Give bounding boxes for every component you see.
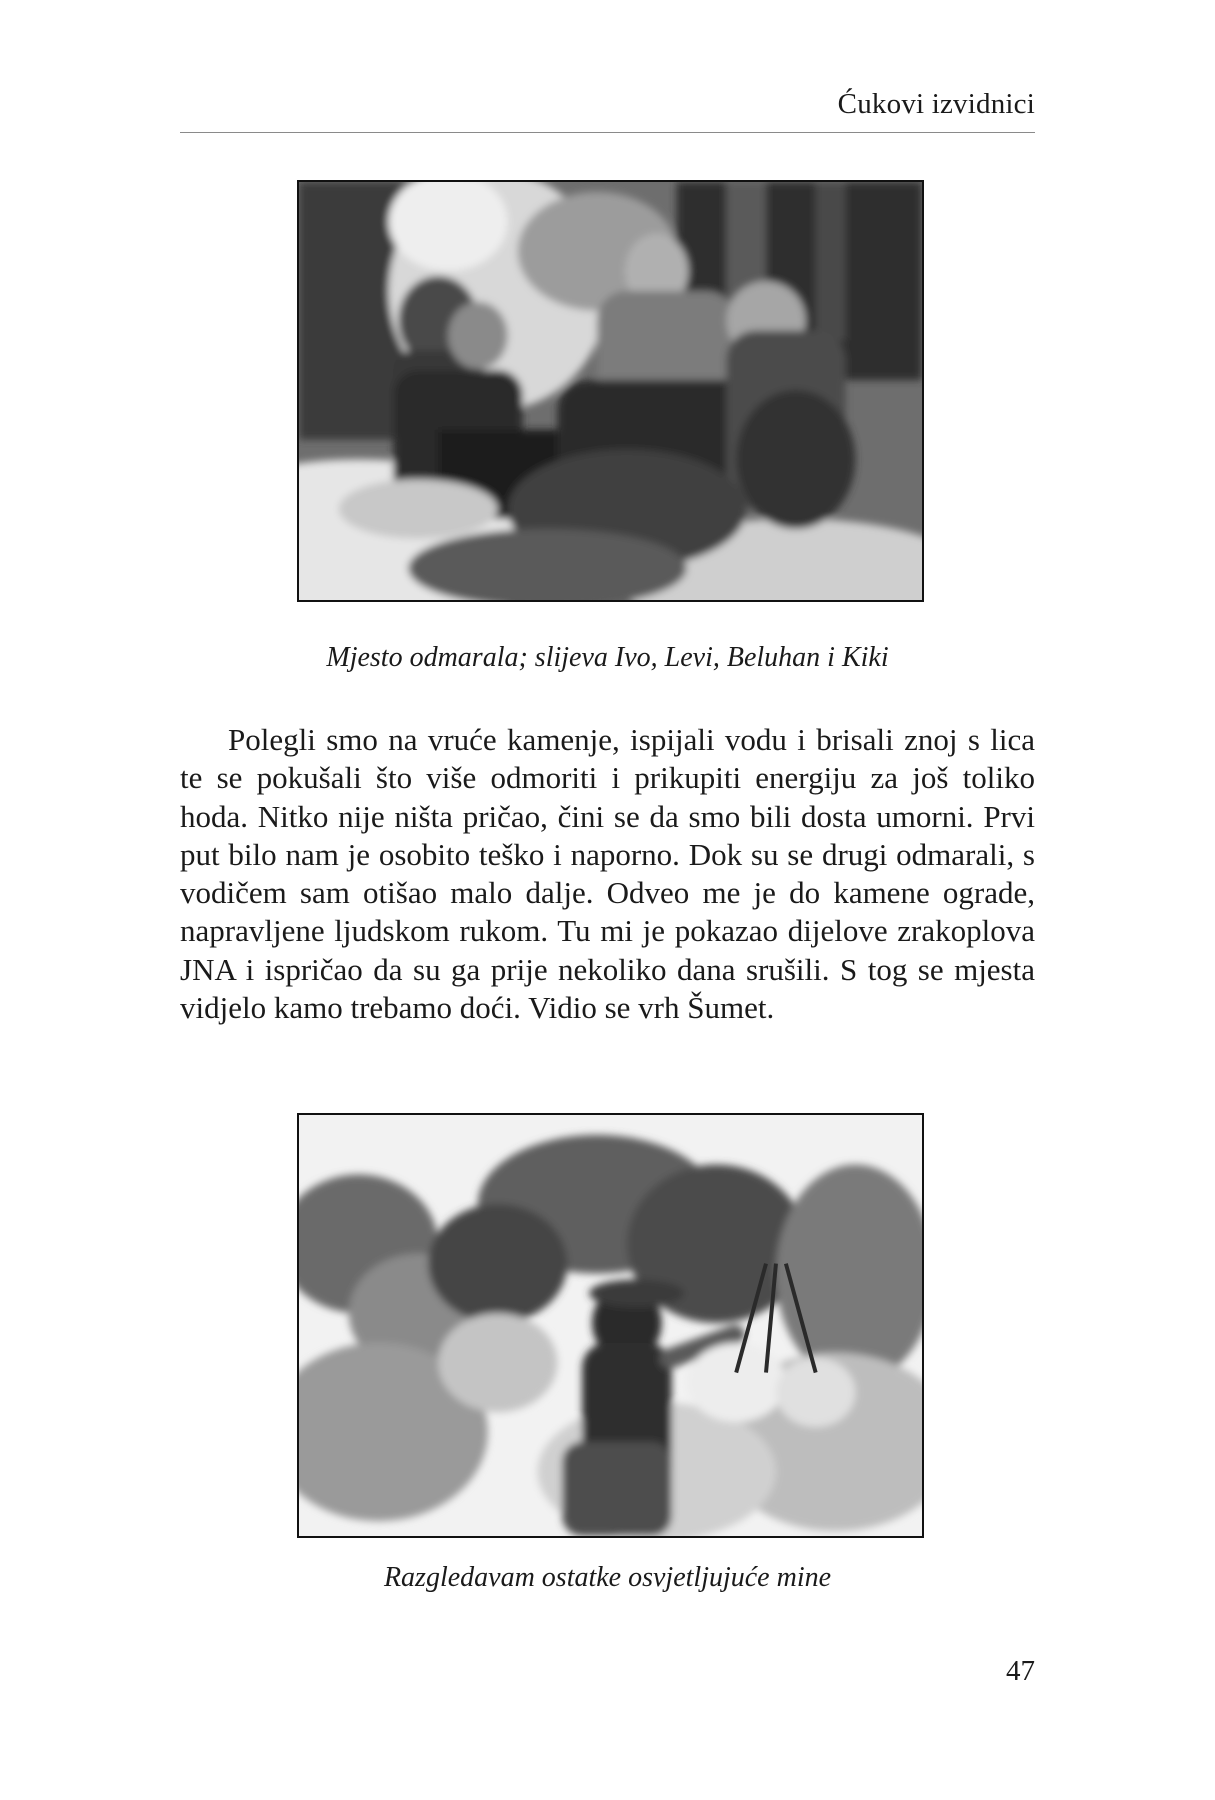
photo-resting-place	[297, 180, 924, 602]
figure-caption-2: Razgledavam ostatke osvjetljujuće mine	[383, 1562, 832, 1593]
photo-flare-mine-image	[299, 1115, 922, 1536]
header-rule	[180, 132, 1035, 133]
body-paragraph: Polegli smo na vruće kamenje, ispijali vodu i brisali znoj s lica te se pokušali što više odmoriti i prikupiti energiju za još toliko hoda. Nitko nije ništa pričao, čini se da smo bili dosta umorni. Prvi put bilo nam je osobito teško i naporno. Dok su se drugi odmarali, s vodičem sam otišao malo dalje. Odveo me je do kamene ograde, napravljene ljudskom rukom. Tu mi je pokazao dijelove zrakoplova JNA i ispričao da su ga prije nekoliko dana srušili. S tog se mjesta vidjelo kamo trebamo doći. Vidio se vrh Šumet.	[180, 722, 1035, 1026]
figure-caption-1: Mjesto odmarala; slijeva Ivo, Levi, Beluhan i Kiki	[326, 642, 889, 673]
page-number: 47	[1006, 1655, 1035, 1687]
photo-resting-place-image	[299, 182, 922, 600]
running-head: Ćukovi izvidnici	[837, 88, 1035, 120]
photo-flare-mine	[297, 1113, 924, 1538]
